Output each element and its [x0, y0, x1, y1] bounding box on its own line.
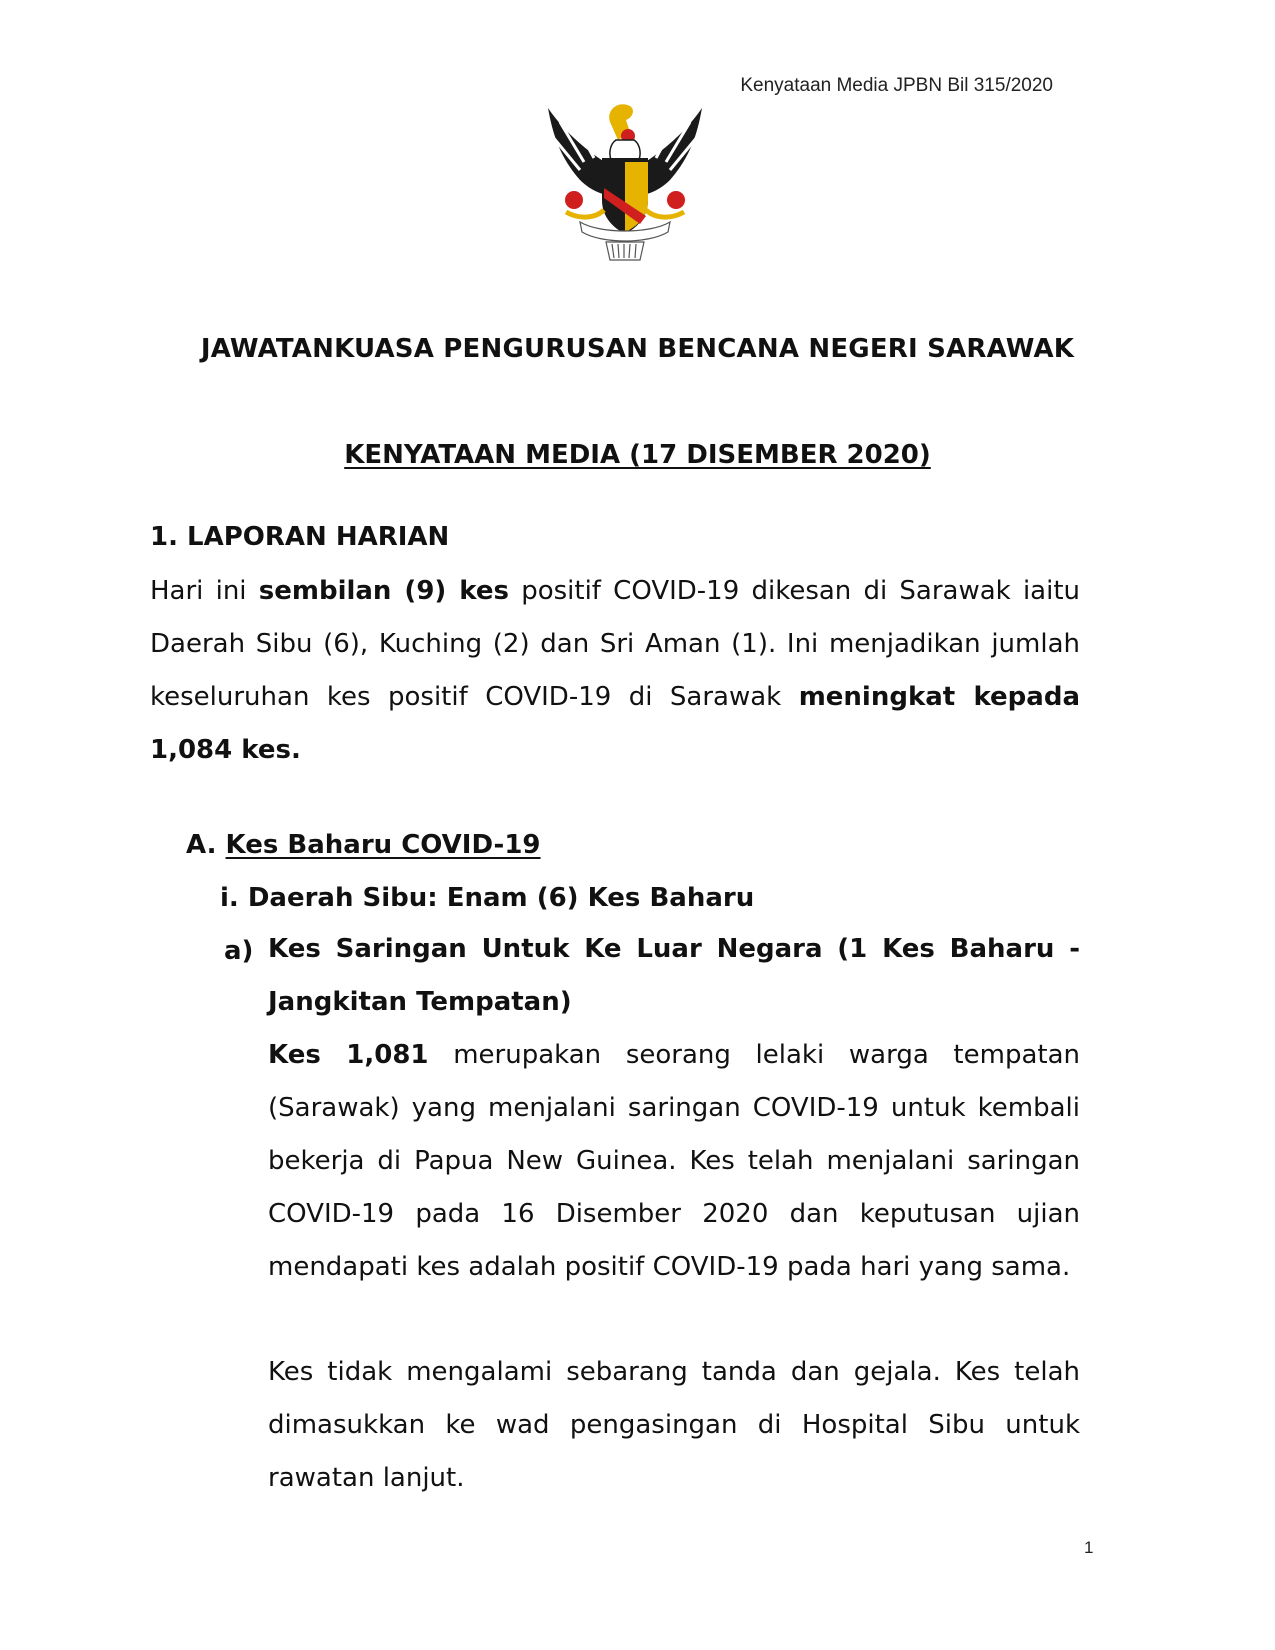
- subsection-title: Kes Baharu COVID-19: [225, 830, 541, 860]
- item-marker: a): [224, 936, 254, 966]
- item-title: Kes Saringan Untuk Ke Luar Negara (1 Kes Baharu - Jangkitan Tempatan): [268, 934, 1080, 1017]
- case-status-paragraph: Kes tidak mengalami sebarang tanda dan gejala. Kes telah dimasukkan ke wad pengasingan di Hospital Sibu untuk rawatan lanjut.: [268, 1357, 1080, 1493]
- daily-report-paragraph: Hari ini sembilan (9) kes positif COVID-19 dikesan di Sarawak iaitu Daerah Sibu (6), Kuching (2) dan Sri Aman (1). Ini menjadikan jumlah keseluruhan kes positif COVID-19 di Sarawak meningkat kepada 1,084 kes.: [150, 576, 1080, 765]
- sarawak-coat-of-arms-icon: [540, 100, 710, 270]
- page-number: 1: [1084, 1538, 1094, 1557]
- statement-title-text: KENYATAAN MEDIA (17 DISEMBER 2020): [344, 440, 931, 470]
- district-heading: i. Daerah Sibu: Enam (6) Kes Baharu: [220, 883, 755, 913]
- subsection-heading: A. Kes Baharu COVID-19: [186, 830, 541, 860]
- document-reference: Kenyataan Media JPBN Bil 315/2020: [740, 75, 1053, 96]
- section-heading: 1. LAPORAN HARIAN: [150, 522, 450, 552]
- organization-title: JAWATANKUASA PENGURUSAN BENCANA NEGERI SARAWAK: [200, 334, 1075, 364]
- case-description-paragraph: Kes 1,081 merupakan seorang lelaki warga tempatan (Sarawak) yang menjalani saringan COVID-19 untuk kembali bekerja di Papua New Guinea. Kes telah menjalani saringan COVID-19 pada 16 Disember 2020 dan keputusan ujian mendapati kes adalah positif COVID-19 pada hari yang sama.: [268, 1040, 1080, 1282]
- statement-title: [0, 440, 1275, 470]
